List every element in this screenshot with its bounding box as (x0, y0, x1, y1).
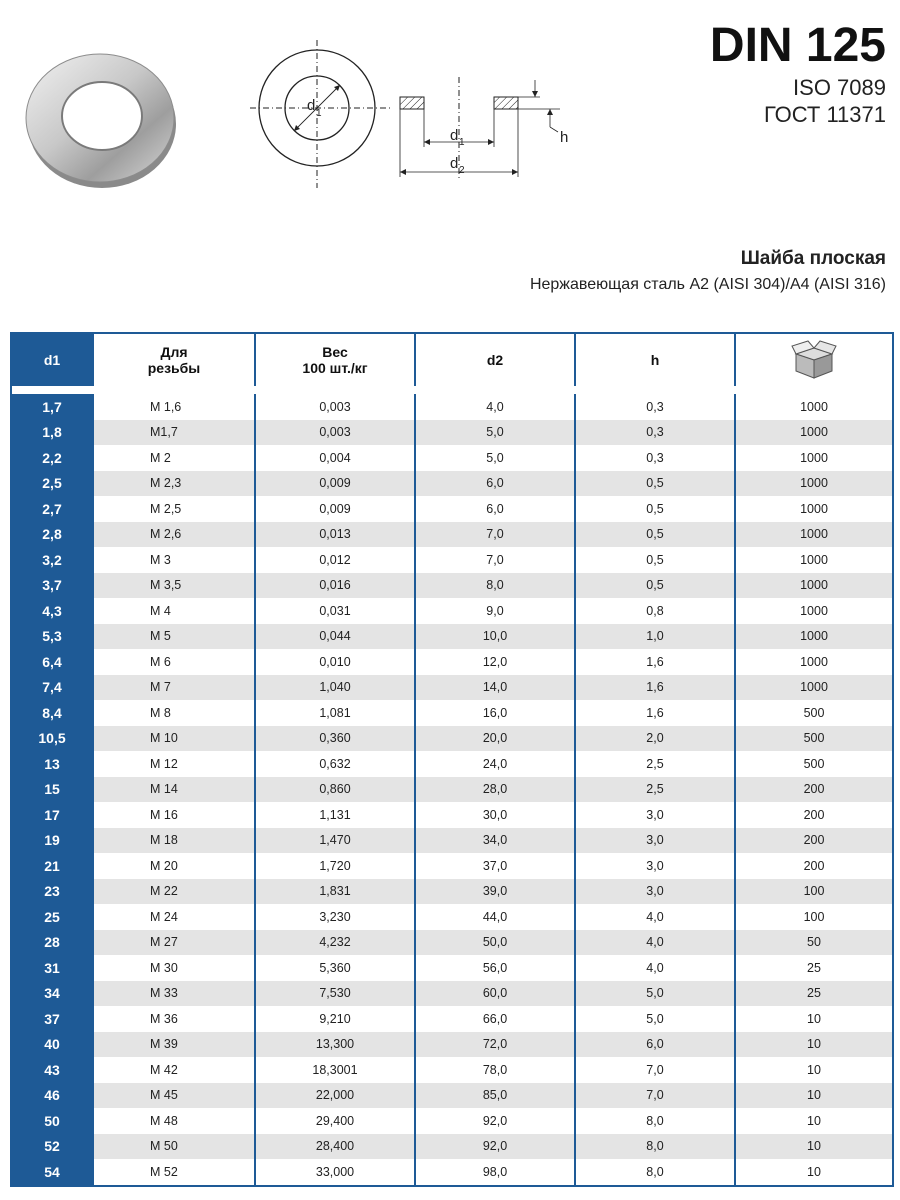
cell-d1: 13 (12, 751, 94, 777)
cell-thread: М 2,6 (94, 522, 256, 548)
cell-thread: М 18 (94, 828, 256, 854)
cell-thread: М 4 (94, 598, 256, 624)
cell-thread: М 36 (94, 1006, 256, 1032)
cell-package-qty: 200 (803, 858, 825, 873)
cell-d2: 8,0 (416, 573, 576, 599)
cell-d1: 54 (12, 1159, 94, 1185)
cell-h: 7,0 (576, 1057, 736, 1083)
cell-d1: 2,5 (12, 471, 94, 497)
cell-thread: М 5 (94, 624, 256, 650)
cell-h: 2,5 (576, 751, 736, 777)
svg-text:2: 2 (459, 165, 465, 176)
cell-package-qty: 25 (807, 960, 821, 975)
cell-thread: М 20 (94, 853, 256, 879)
cell-thread: М 1,6 (94, 394, 256, 420)
cell-thread: М 45 (94, 1083, 256, 1109)
table-body (12, 394, 892, 1185)
table-row (12, 547, 892, 573)
standard-title: DIN 125 (709, 19, 886, 72)
cell-h: 6,0 (576, 1032, 736, 1058)
cell-thread: М 30 (94, 955, 256, 981)
cell-d1: 17 (12, 802, 94, 828)
cell-d2: 7,0 (416, 547, 576, 573)
cell-weight: 13,300 (256, 1032, 416, 1058)
cell-weight: 0,860 (256, 777, 416, 803)
cell-h: 0,3 (576, 445, 736, 471)
cell-package-qty: 1000 (736, 420, 892, 446)
cell-h: 3,0 (576, 828, 736, 854)
cell-d2: 28,0 (416, 777, 576, 803)
product-name: Шайба плоская (740, 248, 886, 269)
cell-weight: 9,210 (256, 1006, 416, 1032)
cell-package-qty: 200 (736, 777, 892, 803)
cell-thread: М 50 (94, 1134, 256, 1160)
cell-h: 0,3 (576, 394, 736, 420)
cell-d2: 4,0 (416, 394, 576, 420)
cell-thread: М 6 (94, 649, 256, 675)
cell-weight: 3,230 (256, 904, 416, 930)
cell-h: 1,0 (576, 624, 736, 650)
cell-weight: 0,009 (256, 471, 416, 497)
cell-weight: 18,3001 (256, 1057, 416, 1083)
cell-package-qty: 200 (803, 807, 825, 822)
cell-weight: 1,040 (256, 675, 416, 701)
cell-h: 3,0 (576, 853, 736, 879)
cell-weight: 0,012 (256, 547, 416, 573)
cell-h: 0,5 (576, 471, 736, 497)
washer-photo (22, 42, 182, 202)
cell-thread: М 33 (94, 981, 256, 1007)
cell-d2: 16,0 (416, 700, 576, 726)
cell-h: 5,0 (576, 981, 736, 1007)
cell-package-qty: 1000 (736, 471, 892, 497)
cell-weight: 33,000 (256, 1159, 416, 1185)
cell-d1: 7,4 (12, 675, 94, 701)
cell-h: 2,5 (576, 777, 736, 803)
table-row (12, 802, 892, 828)
cell-d1: 8,4 (12, 700, 94, 726)
cell-thread: М 24 (94, 904, 256, 930)
cell-d2: 50,0 (416, 930, 576, 956)
table-row (12, 573, 892, 599)
cell-weight: 7,530 (256, 981, 416, 1007)
cell-weight: 1,081 (256, 700, 416, 726)
cell-package-qty: 500 (736, 726, 892, 752)
cell-thread: М 48 (94, 1108, 256, 1134)
cell-h: 7,0 (576, 1083, 736, 1109)
cell-d2: 78,0 (416, 1057, 576, 1083)
cell-weight: 1,131 (256, 802, 416, 828)
cell-d1: 1,8 (12, 420, 94, 446)
cell-d1: 25 (12, 904, 94, 930)
cell-d2: 6,0 (416, 496, 576, 522)
cell-h: 0,5 (576, 522, 736, 548)
cell-package-qty: 100 (803, 909, 825, 924)
cell-h: 1,6 (576, 675, 736, 701)
cell-package-qty: 1000 (736, 624, 892, 650)
table-row (12, 751, 892, 777)
cell-weight: 0,013 (256, 522, 416, 548)
cell-thread: М 16 (94, 802, 256, 828)
cell-thread: М 2,5 (94, 496, 256, 522)
cell-package-qty: 10 (807, 1113, 821, 1128)
cell-d1: 3,7 (12, 573, 94, 599)
cell-d1: 19 (12, 828, 94, 854)
cell-weight: 1,720 (256, 853, 416, 879)
cell-h: 4,0 (576, 955, 736, 981)
table-row (12, 879, 892, 905)
standard-header (710, 18, 886, 128)
cell-d1: 2,7 (12, 496, 94, 522)
table-row (12, 726, 892, 752)
cell-weight: 28,400 (256, 1134, 416, 1160)
cell-h: 4,0 (576, 930, 736, 956)
cell-weight: 1,470 (256, 828, 416, 854)
cell-weight: 0,003 (256, 420, 416, 446)
table-row (12, 700, 892, 726)
cell-thread: М 39 (94, 1032, 256, 1058)
cell-h: 2,0 (576, 726, 736, 752)
cell-h: 8,0 (576, 1134, 736, 1160)
cell-d2: 66,0 (416, 1006, 576, 1032)
cell-package-qty: 1000 (736, 522, 892, 548)
svg-text:1: 1 (316, 108, 322, 119)
cell-d1: 31 (12, 955, 94, 981)
d1-label: d (307, 97, 316, 114)
product-info (530, 245, 886, 297)
cell-thread: М 14 (94, 777, 256, 803)
cell-thread: М 3,5 (94, 573, 256, 599)
cell-h: 8,0 (576, 1159, 736, 1185)
cell-h: 0,5 (576, 496, 736, 522)
gost-standard: ГОСТ 11371 (763, 102, 886, 127)
cell-weight: 0,016 (256, 573, 416, 599)
product-material: Нержавеющая сталь А2 (AISI 304)/А4 (AISI 316) (529, 276, 886, 293)
cell-h: 8,0 (576, 1108, 736, 1134)
cell-d1: 4,3 (12, 598, 94, 624)
cell-d1: 46 (12, 1083, 94, 1109)
cell-d1: 10,5 (12, 726, 94, 752)
cell-h: 0,5 (576, 573, 736, 599)
cell-package-qty: 100 (736, 879, 892, 905)
table-row (12, 1159, 892, 1185)
table-row (12, 904, 892, 930)
cell-package-qty: 1000 (736, 573, 892, 599)
cell-thread: М 52 (94, 1159, 256, 1185)
cell-thread: М 2 (94, 445, 256, 471)
table-row (12, 1134, 892, 1160)
header-weight: Вес 100 шт./кг (256, 334, 416, 386)
cell-weight: 5,360 (256, 955, 416, 981)
cell-d2: 24,0 (416, 751, 576, 777)
cell-thread: М 22 (94, 879, 256, 905)
washer-side-diagram (390, 72, 590, 192)
cell-package-qty: 1000 (800, 501, 828, 516)
svg-text:1: 1 (459, 137, 465, 148)
cell-d1: 1,7 (12, 394, 94, 420)
table-row (12, 828, 892, 854)
cell-d2: 37,0 (416, 853, 576, 879)
cell-package-qty: 200 (736, 828, 892, 854)
table-header (12, 334, 892, 386)
table-row (12, 394, 892, 420)
cell-d2: 14,0 (416, 675, 576, 701)
cell-d2: 98,0 (416, 1159, 576, 1185)
cell-d2: 60,0 (416, 981, 576, 1007)
cell-package-qty: 10 (807, 1164, 821, 1179)
cell-d2: 92,0 (416, 1134, 576, 1160)
header-package (736, 334, 892, 386)
cell-weight: 0,360 (256, 726, 416, 752)
cell-package-qty: 10 (736, 1032, 892, 1058)
cell-weight: 0,031 (256, 598, 416, 624)
cell-thread: М 12 (94, 751, 256, 777)
header-thread: Для резьбы (94, 334, 256, 386)
cell-package-qty: 10 (807, 1011, 821, 1026)
cell-thread: М1,7 (94, 420, 256, 446)
cell-d1: 52 (12, 1134, 94, 1160)
cell-d1: 23 (12, 879, 94, 905)
cell-weight: 1,831 (256, 879, 416, 905)
cell-thread: М 42 (94, 1057, 256, 1083)
cell-d2: 6,0 (416, 471, 576, 497)
cell-thread: М 7 (94, 675, 256, 701)
cell-thread: М 3 (94, 547, 256, 573)
cell-d1: 15 (12, 777, 94, 803)
table-row (12, 853, 892, 879)
cell-d2: 5,0 (416, 445, 576, 471)
d1-side-label: d (450, 127, 459, 144)
cell-d2: 9,0 (416, 598, 576, 624)
header-d1: d1 (12, 334, 94, 386)
cell-d2: 72,0 (416, 1032, 576, 1058)
cell-d1: 43 (12, 1057, 94, 1083)
cell-d2: 10,0 (416, 624, 576, 650)
table-row (12, 981, 892, 1007)
table-row (12, 777, 892, 803)
cell-weight: 0,009 (256, 496, 416, 522)
table-row (12, 1032, 892, 1058)
cell-d1: 3,2 (12, 547, 94, 573)
d2-label: d (450, 155, 459, 172)
cell-thread: М 27 (94, 930, 256, 956)
cell-weight: 22,000 (256, 1083, 416, 1109)
h-label: h (560, 129, 569, 146)
table-row (12, 1057, 892, 1083)
cell-weight: 29,400 (256, 1108, 416, 1134)
table-row (12, 955, 892, 981)
cell-weight: 0,010 (256, 649, 416, 675)
iso-standard: ISO 7089 (793, 75, 886, 100)
table-row (12, 1108, 892, 1134)
cell-d2: 34,0 (416, 828, 576, 854)
cell-thread: М 10 (94, 726, 256, 752)
cell-package-qty: 500 (803, 705, 825, 720)
cell-d2: 12,0 (416, 649, 576, 675)
cell-weight: 0,004 (256, 445, 416, 471)
cell-package-qty: 1000 (800, 399, 828, 414)
cell-d2: 20,0 (416, 726, 576, 752)
table-row (12, 1006, 892, 1032)
cell-h: 0,5 (576, 547, 736, 573)
cell-package-qty: 10 (807, 1062, 821, 1077)
cell-d1: 5,3 (12, 624, 94, 650)
cell-package-qty: 50 (736, 930, 892, 956)
cell-d2: 5,0 (416, 420, 576, 446)
box-icon (790, 340, 838, 380)
table-row (12, 649, 892, 675)
cell-d2: 92,0 (416, 1108, 576, 1134)
table-row (12, 496, 892, 522)
table-row (12, 930, 892, 956)
header-d2: d2 (416, 334, 576, 386)
cell-h: 5,0 (576, 1006, 736, 1032)
specification-table (10, 332, 894, 1187)
cell-d1: 2,2 (12, 445, 94, 471)
cell-h: 4,0 (576, 904, 736, 930)
cell-d1: 50 (12, 1108, 94, 1134)
washer-front-diagram (250, 40, 400, 190)
table-row (12, 471, 892, 497)
cell-package-qty: 10 (736, 1134, 892, 1160)
cell-d1: 6,4 (12, 649, 94, 675)
table-row (12, 522, 892, 548)
cell-d1: 37 (12, 1006, 94, 1032)
cell-h: 1,6 (576, 649, 736, 675)
cell-h: 1,6 (576, 700, 736, 726)
cell-d2: 44,0 (416, 904, 576, 930)
table-row (12, 675, 892, 701)
cell-thread: М 2,3 (94, 471, 256, 497)
cell-d2: 39,0 (416, 879, 576, 905)
table-row (12, 420, 892, 446)
table-row (12, 1083, 892, 1109)
cell-d1: 40 (12, 1032, 94, 1058)
cell-package-qty: 1000 (736, 675, 892, 701)
cell-d1: 21 (12, 853, 94, 879)
cell-d1: 34 (12, 981, 94, 1007)
cell-package-qty: 25 (736, 981, 892, 1007)
cell-weight: 4,232 (256, 930, 416, 956)
table-row (12, 624, 892, 650)
cell-package-qty: 1000 (800, 603, 828, 618)
header-h: h (576, 334, 736, 386)
table-row (12, 598, 892, 624)
cell-package-qty: 10 (736, 1083, 892, 1109)
cell-h: 0,8 (576, 598, 736, 624)
cell-package-qty: 500 (803, 756, 825, 771)
cell-d1: 2,8 (12, 522, 94, 548)
cell-weight: 0,003 (256, 394, 416, 420)
cell-weight: 0,044 (256, 624, 416, 650)
cell-package-qty: 1000 (800, 552, 828, 567)
table-row (12, 445, 892, 471)
cell-h: 0,3 (576, 420, 736, 446)
cell-d1: 28 (12, 930, 94, 956)
cell-h: 3,0 (576, 879, 736, 905)
cell-d2: 30,0 (416, 802, 576, 828)
cell-thread: М 8 (94, 700, 256, 726)
cell-weight: 0,632 (256, 751, 416, 777)
cell-d2: 56,0 (416, 955, 576, 981)
cell-d2: 85,0 (416, 1083, 576, 1109)
cell-package-qty: 1000 (800, 654, 828, 669)
cell-h: 3,0 (576, 802, 736, 828)
cell-package-qty: 1000 (800, 450, 828, 465)
cell-d2: 7,0 (416, 522, 576, 548)
